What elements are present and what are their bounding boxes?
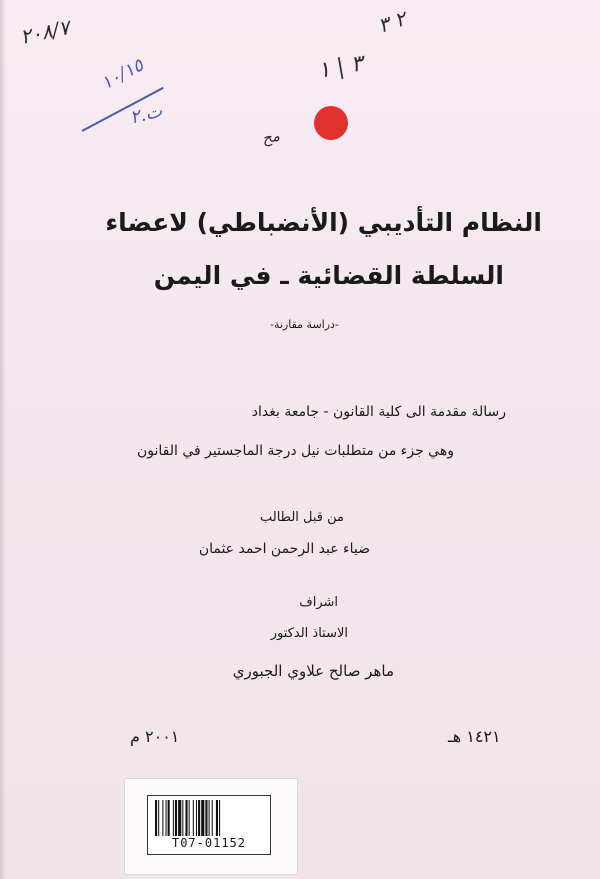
handwritten-note-top-left: ٢٠٨/٧ <box>18 15 72 49</box>
barcode-bar <box>162 800 163 836</box>
barcode-bar <box>178 800 181 836</box>
barcode-bar <box>201 800 204 836</box>
red-dot-sticker <box>314 106 348 140</box>
barcode-bar <box>175 800 177 836</box>
thesis-subtitle: -دراسة مقارنة- <box>270 318 339 331</box>
page-edge-shadow <box>0 0 6 879</box>
author-name: ضياء عبد الرحمن احمد عثمان <box>198 541 370 557</box>
barcode-bar <box>173 800 174 836</box>
handwritten-call-number: ٣ | ١ <box>316 51 365 84</box>
thesis-title-line-1: النظام التأديبي (الأنضباطي) لاعضاء <box>105 208 542 237</box>
handwritten-note-top-right: ٢ ٣ <box>374 6 409 38</box>
barcode-bar <box>219 800 220 836</box>
barcode-bar <box>189 800 190 836</box>
barcode-bar <box>158 800 159 836</box>
handwritten-mark: مح <box>260 126 282 148</box>
barcode-bar <box>182 800 183 836</box>
barcode-bar <box>166 800 167 836</box>
thesis-title-line-2: السلطة القضائية ـ في اليمن <box>153 261 504 290</box>
barcode-number: T07-01152 <box>171 836 247 850</box>
blue-ink-note: ١٠/١٥ <box>97 54 148 95</box>
barcode-box <box>147 795 271 855</box>
barcode-bar <box>209 800 210 836</box>
barcode-bar <box>198 800 200 836</box>
supervisor-name: ماهر صالح علاوي الجبوري <box>232 662 394 680</box>
supervision-label: اشراف <box>299 595 338 610</box>
barcode-bar <box>205 800 207 836</box>
author-label: من قبل الطالب <box>259 510 344 525</box>
hijri-date: ١٤٢١ هـ <box>448 727 501 746</box>
barcode-bar <box>196 800 197 836</box>
barcode-bar <box>212 800 213 836</box>
barcode-bar <box>185 800 187 836</box>
barcode-bar <box>193 800 194 836</box>
submission-statement: رسالة مقدمة الى كلية القانون - جامعة بغداد <box>251 404 506 420</box>
barcode-bars <box>154 800 264 836</box>
barcode-bar <box>168 800 170 836</box>
barcode-label <box>124 778 298 875</box>
blue-ink-note-second: ت.٢ <box>127 100 165 129</box>
barcode-bar <box>155 800 157 836</box>
supervisor-title: الاستاذ الدكتور <box>270 626 348 641</box>
barcode-bar <box>216 800 218 836</box>
degree-statement: وهي جزء من متطلبات نيل درجة الماجستير في القانون <box>136 443 454 459</box>
gregorian-date: ٢٠٠١ م <box>130 727 180 746</box>
